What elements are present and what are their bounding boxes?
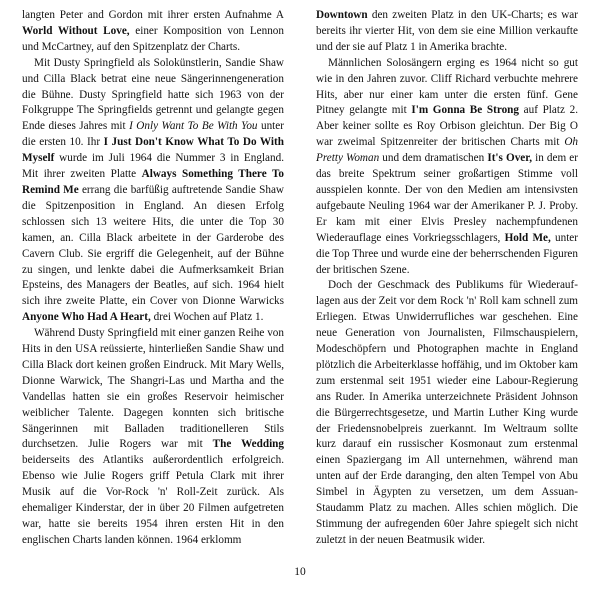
text-run: langten Peter and Gordon mit ihrer ersten Aufnahme A: [22, 9, 284, 21]
song-title-bold: Always Something There To Remind Me: [22, 168, 285, 196]
song-title-bold: I Just Don't Know What To Do With Myself: [22, 136, 284, 165]
text-run: in dem er das breite Spektrum seiner großartigen Stimme voll ausspielen konnte. Der von den Medien am intensivsten aufgebaute Neuling 1964 war der Amerikaner P. J. Proby. Er kam mit einer Elvis Presley nachempfundenen Wiederauflage eines Vorkriegsschlagers,: [316, 152, 578, 244]
song-title-italic: I Only Want To Be With You: [129, 120, 258, 133]
song-title-bold: Anyone Who Had A Heart,: [22, 311, 151, 324]
song-title-bold: I'm Gonna Be Strong: [411, 104, 519, 117]
text-run: beiderseits des Atlantiks außerordentlich erfolgreich. Ebenso wie Julie Rogers griff Petula Clark mit ihrer Musik auf die Vor-Rock 'n' Roll-Zeit zurück. Als ehemaliger Kinderstar, der in über 20 Filmen aufgetreten war, hatte sie bereits 1954 ihren ersten Hit in den englischen Charts landen können. 1964 erklomm: [22, 454, 284, 546]
paragraph: [22, 56, 284, 326]
text-run: unter die Top Three und wurde eine der beherrschenden Figuren der britischen Szene.: [316, 231, 578, 276]
right-text-column: [316, 8, 578, 549]
paragraph: [316, 8, 578, 56]
page-number: 10: [294, 566, 306, 578]
text-run: drei Wochen auf Platz 1.: [150, 311, 264, 324]
text-run: und dem dramatischen: [379, 152, 488, 165]
paragraph: [316, 56, 578, 279]
text-run: Während Dusty Springfield mit einer ganzen Reihe von Hits in den USA reüssierte, hinterließen Sandie Shaw und Cilla Black dort keinen großen Eindruck. Mit Mary Wells, Dionne Warwick, The Shangri-Las und Martha and the Vandellas hatten sie ein großes Reservoir heimischer weiblicher Talente. Dagegen konnten sich britische Sängerinnen mit Balladen traditionelleren Stils durchsetzen. Julie Rogers war mit: [22, 327, 284, 451]
text-run: einer Komposition von Lennon und McCartney, auf den Spitzenplatz der Charts.: [22, 24, 284, 53]
text-run: errang die barfüßig auftretende Sandie Shaw die Spitzenposition in England. An diesen Erfolg schlossen sich 13 weitere Hits, die unter die Top 30 kamen, an. Cilla Black arbeitete in der Garderobe des Cavern Club. Sie ergriff die Gelegenheit, auf der Bühne zu singen, und lenkte dabei die Aufmerksamkeit Brian Epsteins, des Managers der Beatles, auf sich. 1964 hielt sich ihre zweite Platte, ein Cover von Dionne Warwicks: [22, 183, 284, 308]
song-title-italic: Oh Pretty Woman: [316, 136, 578, 165]
left-text-column: [22, 8, 284, 549]
paragraph: [22, 8, 284, 56]
text-run: den zweiten Platz in den UK-Charts; es war bereits ihr vierter Hit, von dem sie eine Million verkaufte und der sie auf Platz 1 in Amerika brachte.: [316, 9, 578, 53]
text-run: auf Platz 2. Aber keiner sollte es Roy Orbison gleichtun. Der Big O war zweimal Spitzenreiter der britischen Charts mit: [316, 104, 579, 149]
song-title-bold: World Without Love,: [22, 24, 130, 37]
paragraph: [316, 278, 578, 548]
song-title-bold: Downtown: [316, 9, 368, 21]
song-title-bold: It's Over,: [487, 152, 532, 165]
text-run: Männlichen Solosängern erging es 1964 nicht so gut wie in den Jahren zuvor. Cliff Richard verbuchte mehrere Hits, aber nur einer kam unter die ersten fünf. Gene Pitney gelangte mit: [316, 56, 578, 117]
text-run: Mit Dusty Springfield als Solokünstlerin, Sandie Shaw und Cilla Black betrat eine neue Sängerinnengeneration die Bühne. Dusty Springfield hatte sich 1963 von der Folkgruppe The Springfields getrennt und gelangte gegen Ende dieses Jahres mit: [22, 56, 284, 133]
paragraph: [22, 326, 284, 549]
text-run: unter die ersten 10. Ihr: [22, 120, 284, 149]
song-title-bold: Hold Me,: [504, 231, 551, 244]
text-run: wurde im Juli 1964 die Nummer 3 in England. Mit ihrer zweiten Platte: [22, 152, 284, 181]
song-title-bold: The Wedding: [212, 438, 284, 451]
text-run: Doch der Geschmack des Publikums für Wiederauflagen aus der Zeit vor dem Rock 'n' Roll kam schnell zum Erliegen. Etwas Unwiderrufliches war geschehen. Eine neue Generation von Journalisten, Filmschauspielern, Modeschöpfern und Photographen machte in England plötzlich die Arbeiterklasse hoffähig, und im Oktober kam zum erstenmal seit 1951 wieder eine Labour-Regierung ans Ruder. In Amerika unterzeichnete Präsident Johnson die Bürgerrechtsgesetze, und Martin Luther King wurde der Friedensnobelpreis zuerkannt. Im Weltraum sollte kurz darauf ein russischer Kosmonaut zum erstenmal einen Spaziergang im All unternehmen, während man unten auf der Erde daranging, den alten Tempel von Abu Simbel in Ägypten zu versetzen, um dem Assuan-Staudamm Platz zu machen. Alles schien möglich. Die Stimmung der aufregenden 60er Jahre spiegelt sich nicht zuletzt in der neuen Beatmusik wider.: [316, 279, 578, 546]
